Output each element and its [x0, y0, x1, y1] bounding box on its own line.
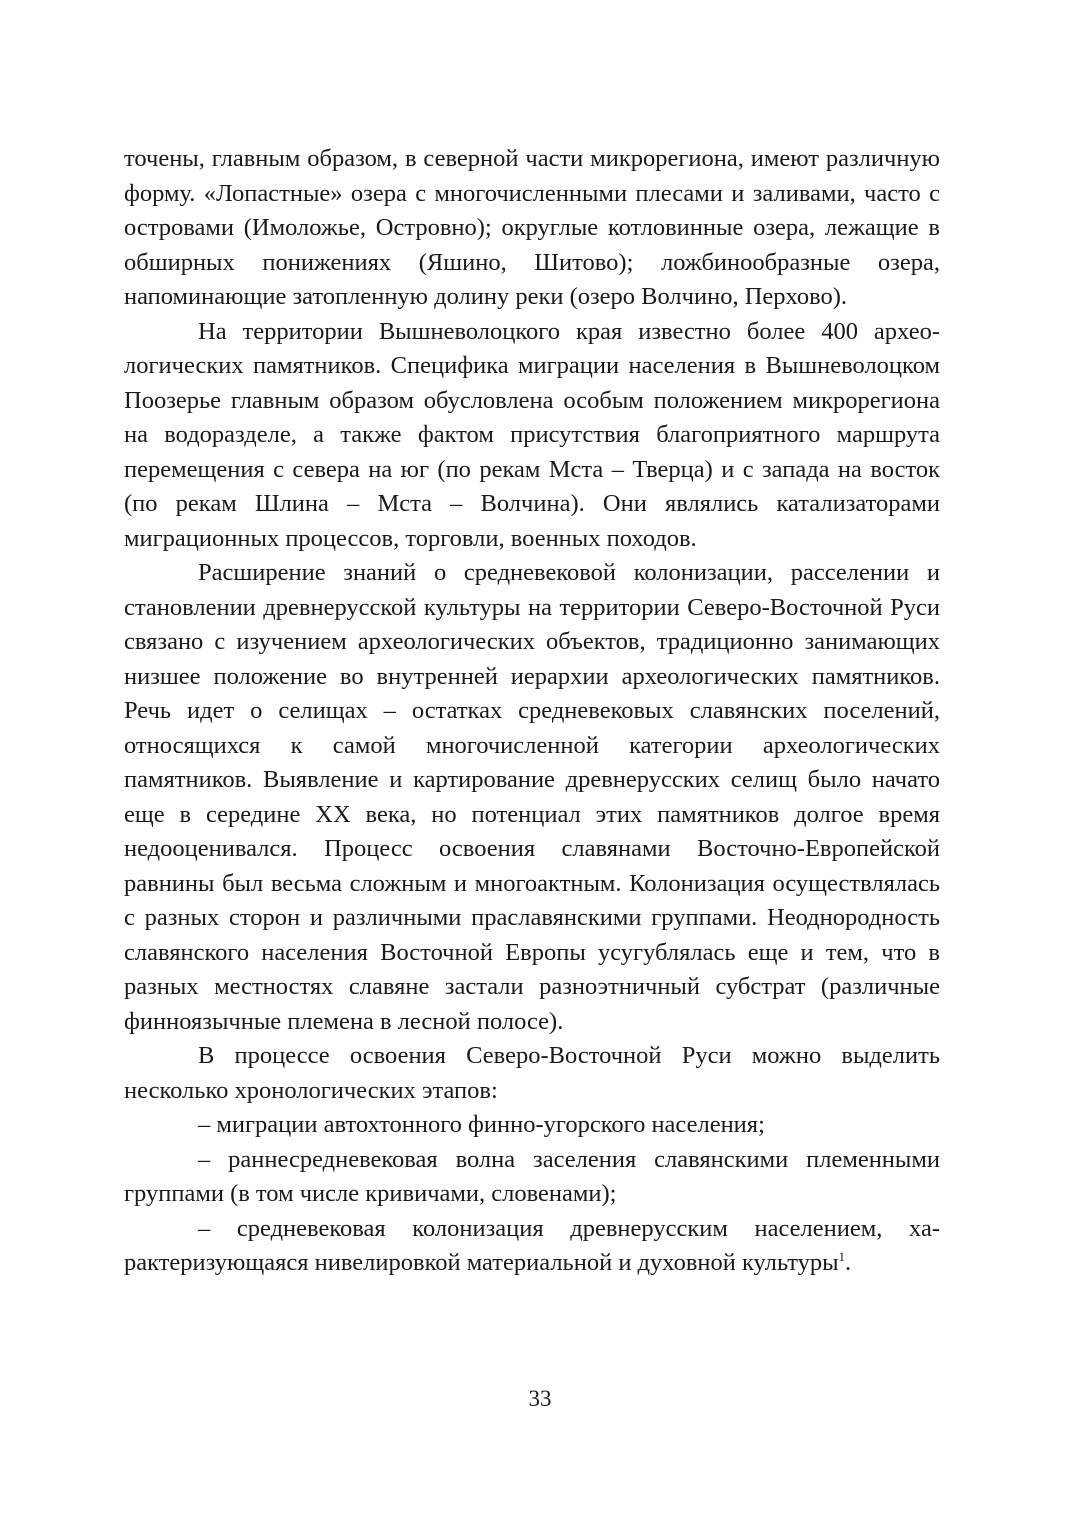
list-item-text: – средневековая колонизация древнерусским населением, характеризующаяся нивелировкой материальной и духовной культуры — [124, 1214, 940, 1276]
final-punctuation: . — [845, 1249, 852, 1276]
paragraph-stages-intro: В процессе освоения Северо-Восточной Руси можно выделить несколько хронологических этапов: — [124, 1042, 940, 1104]
list-item: – раннесредневековая волна заселения славянскими племенными группами (в том числе кривичами, словенами); — [124, 1145, 940, 1207]
paragraph-colonization: Расширение знаний о средневековой колонизации, расселении и становлении древнерусской культуры на территории Северо-Восточной Руси связано с изучением археологических объектов, традиционно занимающих низшее положение во внутренней иерархии археологических памятников. Речь идет о селищах – остатках средневековых славянских поселений, относящихся к самой многочисленной категории археологических памятников. Выявление и картирование древнерусских селищ было начато еще в середине XX века, но потенциал этих памятников долгое время недооценивался. Процесс освоения славянами Восточно-Европейской равнины был весьма сложным и многоактным. Колонизация осуществлялась с разных сторон и различными праславянскими группами. Неоднородность славянского населения Восточной Европы усугублялась еще и тем, что в разных местностях славяне застали разноэтничный субстрат (различные финноязычные племена в лесной полосе). — [124, 559, 940, 1035]
page-body — [124, 142, 940, 1281]
paragraph-archaeological-sites: На территории Вышневолоцкого края известно более 400 археологических памятников. Специфика миграции населения в Вышневолоцком Поозерье главным образом обусловлена особым положением микрорегиона на водоразделе, а также фактом присутствия благоприятного маршрута перемещения с севера на юг (по рекам Мста – Тверца) и с запада на восток (по рекам Шлина – Мста – Волчина). Они являлись катализаторами миграционных процессов, торговли, военных походов. — [124, 317, 940, 552]
paragraph-continuation: точены, главным образом, в северной части микрорегиона, имеют различную форму. «Лопастные» озера с многочисленными плесами и заливами, часто с островами (Имоложье, Островно); округлые котловинные озера, лежащие в обширных понижениях (Яшино, Шитово); ложбинообразные озера, напоминающие затопленную долину реки (озеро Волчино, Перхово). — [124, 145, 940, 310]
list-item-last — [124, 1212, 940, 1281]
list-item: – миграции автохтонного финно-угорского населения; — [198, 1111, 765, 1138]
footnote-marker: 1 — [838, 1248, 846, 1264]
page-number: 33 — [528, 1386, 552, 1411]
